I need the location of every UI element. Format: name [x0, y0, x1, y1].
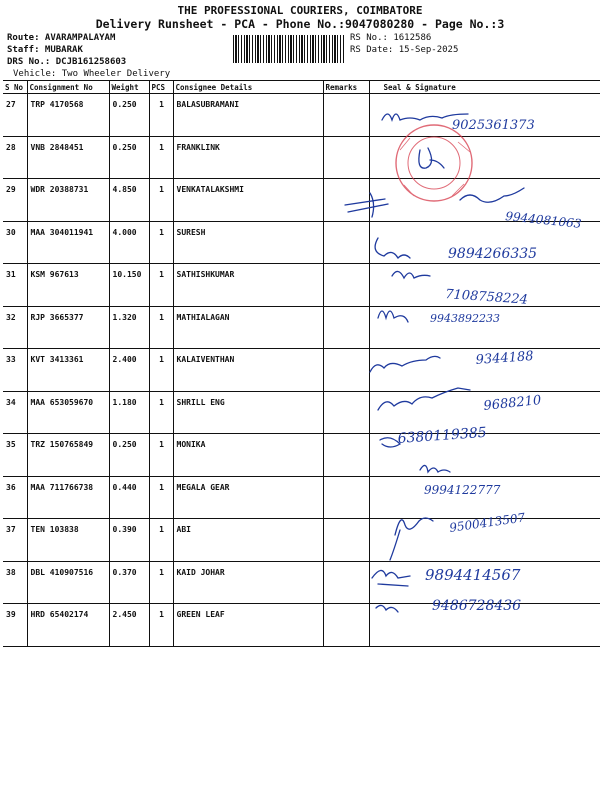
sno-cell: 36 [3, 476, 27, 519]
sno-cell: 32 [3, 306, 27, 349]
sno-cell: 37 [3, 519, 27, 562]
drs-number: DRS No.: DCJB161258603 [7, 57, 127, 67]
signature-cell [369, 306, 600, 349]
sno-cell: 35 [3, 434, 27, 477]
signature-cell [369, 476, 600, 519]
handwriting-27: 9025361373 [452, 118, 535, 133]
weight-cell: 0.250 [109, 94, 149, 137]
handwriting-36: 9994122777 [424, 483, 501, 497]
remarks-cell [323, 306, 369, 349]
consignment-no-cell: RJP 3665377 [27, 306, 109, 349]
remarks-cell [323, 179, 369, 222]
pcs-cell: 1 [149, 136, 173, 179]
table-row [3, 519, 600, 562]
remarks-cell [323, 349, 369, 392]
remarks-cell [323, 94, 369, 137]
pcs-cell: 1 [149, 306, 173, 349]
remarks-cell [323, 221, 369, 264]
consignment-no-cell: VNB 2848451 [27, 136, 109, 179]
consignment-no-cell: TRP 4170568 [27, 94, 109, 137]
pcs-cell: 1 [149, 264, 173, 307]
sno-cell: 33 [3, 349, 27, 392]
handwriting-37: 9500413507 [448, 510, 527, 535]
pcs-cell: 1 [149, 434, 173, 477]
consignment-no-cell: WDR 20388731 [27, 179, 109, 222]
rs-number: RS No.: 1612586 [350, 33, 432, 43]
table-row [3, 434, 600, 477]
consignee-cell: SATHISHKUMAR [173, 264, 323, 307]
sno-cell: 38 [3, 561, 27, 604]
handwriting-31: 7108758224 [444, 287, 529, 308]
weight-cell: 4.000 [109, 221, 149, 264]
runsheet-table [3, 80, 600, 647]
weight-cell: 4.850 [109, 179, 149, 222]
consignee-cell: BALASUBRAMANI [173, 94, 323, 137]
consignee-cell: SURESH [173, 221, 323, 264]
consignee-cell: MEGALA GEAR [173, 476, 323, 519]
consignment-no-cell: MAA 304011941 [27, 221, 109, 264]
remarks-cell [323, 519, 369, 562]
remarks-cell [323, 434, 369, 477]
runsheet-title: Delivery Runsheet - PCA - Phone No.:9047080280 - Page No.:3 [95, 17, 505, 31]
signature-cell [369, 391, 600, 434]
table-row [3, 264, 600, 307]
signature-cell [369, 519, 600, 562]
handwriting-35: 6380119385 [397, 424, 488, 447]
consignment-no-cell: MAA 653059670 [27, 391, 109, 434]
pcs-cell: 1 [149, 94, 173, 137]
handwriting-38: 9894414567 [425, 566, 521, 584]
table-row [3, 94, 600, 137]
signature-cell [369, 94, 600, 137]
signature-cell [369, 221, 600, 264]
pcs-cell: 1 [149, 476, 173, 519]
handwriting-34: 9688210 [482, 393, 543, 414]
consignee-cell: ABI [173, 519, 323, 562]
weight-cell: 0.390 [109, 519, 149, 562]
signature-cell [369, 561, 600, 604]
weight-cell: 1.320 [109, 306, 149, 349]
remarks-cell [323, 561, 369, 604]
pcs-cell: 1 [149, 221, 173, 264]
weight-cell: 2.450 [109, 604, 149, 647]
handwriting-33: 9344188 [475, 348, 535, 368]
col-sno: S No [3, 81, 27, 94]
signature-cell [369, 434, 600, 477]
sno-cell: 39 [3, 604, 27, 647]
consignment-no-cell: KVT 3413361 [27, 349, 109, 392]
handwriting-32: 9943892233 [430, 312, 500, 325]
sno-cell: 27 [3, 94, 27, 137]
sno-cell: 28 [3, 136, 27, 179]
handwriting-29: 9944081063 [504, 209, 583, 231]
col-remarks: Remarks [323, 81, 369, 94]
consignment-no-cell: TRZ 150765849 [27, 434, 109, 477]
col-weight: Weight [109, 81, 149, 94]
pcs-cell: 1 [149, 604, 173, 647]
consignment-no-cell: MAA 711766738 [27, 476, 109, 519]
table-row [3, 391, 600, 434]
consignee-cell: KALAIVENTHAN [173, 349, 323, 392]
remarks-cell [323, 391, 369, 434]
remarks-cell [323, 136, 369, 179]
pcs-cell: 1 [149, 179, 173, 222]
weight-cell: 0.370 [109, 561, 149, 604]
signature-cell [369, 264, 600, 307]
consignee-cell: VENKATALAKSHMI [173, 179, 323, 222]
consignment-no-cell: TEN 103838 [27, 519, 109, 562]
sno-cell: 34 [3, 391, 27, 434]
remarks-cell [323, 264, 369, 307]
signature-cell [369, 136, 600, 179]
consignment-no-cell: DBL 410907516 [27, 561, 109, 604]
company-name: THE PROFESSIONAL COURIERS, COIMBATORE [177, 4, 423, 17]
handwriting-30: 9894266335 [448, 246, 538, 262]
sno-cell: 31 [3, 264, 27, 307]
weight-cell: 0.440 [109, 476, 149, 519]
sno-cell: 29 [3, 179, 27, 222]
barcode [233, 35, 345, 63]
table-row [3, 221, 600, 264]
handwriting-39: 9486728436 [432, 598, 522, 614]
table-row [3, 604, 600, 647]
route: Route: AVARAMPALAYAM [7, 33, 116, 43]
consignment-no-cell: KSM 967613 [27, 264, 109, 307]
col-signature: Seal & Signature [369, 81, 600, 94]
table-row [3, 136, 600, 179]
table-row [3, 349, 600, 392]
table-row [3, 306, 600, 349]
pcs-cell: 1 [149, 391, 173, 434]
weight-cell: 0.250 [109, 136, 149, 179]
signature-cell [369, 349, 600, 392]
remarks-cell [323, 476, 369, 519]
consignee-cell: SHRILL ENG [173, 391, 323, 434]
weight-cell: 1.180 [109, 391, 149, 434]
sno-cell: 30 [3, 221, 27, 264]
col-pcs: PCS [149, 81, 173, 94]
consignee-cell: KAID JOHAR [173, 561, 323, 604]
weight-cell: 10.150 [109, 264, 149, 307]
consignee-cell: MONIKA [173, 434, 323, 477]
consignment-no-cell: HRD 65402174 [27, 604, 109, 647]
remarks-cell [323, 604, 369, 647]
signature-cell [369, 604, 600, 647]
weight-cell: 2.400 [109, 349, 149, 392]
col-consignment: Consignment No [27, 81, 109, 94]
staff: Staff: MUBARAK [7, 45, 83, 55]
table-row [3, 561, 600, 604]
signature-cell [369, 179, 600, 222]
vehicle: Vehicle: Two Wheeler Delivery [13, 69, 171, 79]
table-header [3, 81, 600, 94]
table-row [3, 179, 600, 222]
pcs-cell: 1 [149, 561, 173, 604]
pcs-cell: 1 [149, 519, 173, 562]
consignee-cell: GREEN LEAF [173, 604, 323, 647]
consignee-cell: FRANKLINK [173, 136, 323, 179]
pcs-cell: 1 [149, 349, 173, 392]
col-consignee: Consignee Details [173, 81, 323, 94]
rs-date: RS Date: 15-Sep-2025 [350, 45, 459, 55]
table-row [3, 476, 600, 519]
weight-cell: 0.250 [109, 434, 149, 477]
consignee-cell: MATHIALAGAN [173, 306, 323, 349]
